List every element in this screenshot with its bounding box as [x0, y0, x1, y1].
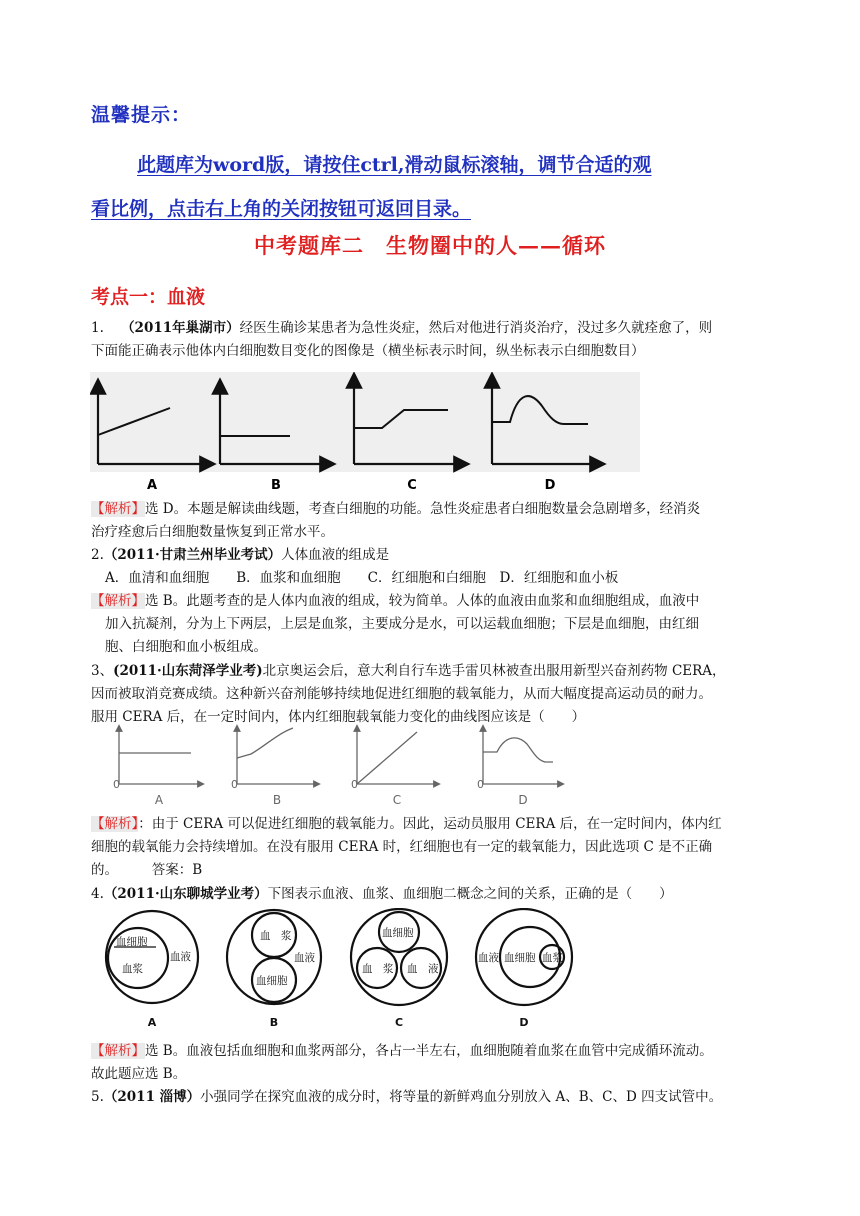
q4-a-label-blood: 血液	[170, 951, 191, 963]
tip-body	[91, 143, 791, 231]
q4-a-label-cell: 血细胞	[116, 936, 148, 948]
q4-option-b: B	[269, 1016, 279, 1029]
q4-d-label-blood: 血液	[478, 952, 499, 964]
tip-line-2: 看比例，点击右上角的关闭按钮可返回目录。	[91, 198, 472, 220]
q3-axis-origin-d: 0	[477, 778, 484, 791]
q4-option-d: D	[519, 1016, 529, 1029]
q3-option-graphs	[105, 722, 575, 814]
q4-stem: 4.（2011·山东聊城学业考）下图表示血液、血浆、血细胞二概念之间的关系，正确的是（ ）	[91, 886, 673, 902]
q4-c-label-plasma: 血 浆	[362, 963, 394, 975]
q1-analysis-line-1: 【解析】选 D。本题是解读曲线题，考查白细胞的功能。急性炎症患者白细胞数量会急剧增多，经消炎	[91, 501, 701, 517]
q3-analysis-line-1: 【解析】：由于 CERA 可以促进红细胞的载氧能力。因此，运动员服用 CERA 后，在一定时间内，体内红	[91, 816, 722, 832]
q4-option-diagrams	[102, 908, 592, 1034]
q3-option-a: A	[154, 793, 164, 807]
q1-option-c: C	[407, 478, 417, 493]
q3-axis-origin-c: 0	[351, 778, 358, 791]
q4-option-c: C	[394, 1016, 404, 1029]
q2-choices: A．血清和血细胞 B．血浆和血细胞 C．红细胞和白细胞 D．红细胞和血小板	[105, 570, 619, 586]
q1-option-b: B	[271, 478, 281, 493]
q1-line-1: 1. （2011年巢湖市）经医生确诊某患者为急性炎症，然后对他进行消炎治疗，没过多久就痊愈了，则	[91, 320, 713, 336]
q1-analysis-line-2: 治疗痊愈后白细胞数量恢复到正常水平。	[91, 524, 334, 540]
q3-option-d: D	[518, 793, 528, 807]
q2-analysis-line-2: 加入抗凝剂，分为上下两层，上层是血浆，主要成分是水，可以运载血细胞；下层是血细胞，由红细	[105, 616, 699, 632]
q1-option-graphs	[90, 372, 650, 494]
q4-c-label-blood: 血 液	[407, 963, 439, 975]
q3-axis-origin-b: 0	[231, 778, 238, 791]
q2-analysis-line-1: 【解析】选 B。此题考查的是人体内血液的组成，较为简单。人体的血液由血浆和血细胞组成，血液中	[91, 593, 700, 609]
q3-option-b: B	[272, 793, 282, 807]
q1-option-d: D	[544, 478, 556, 493]
section-title: 考点一：血液	[91, 286, 206, 308]
q4-b-label-cell: 血细胞	[256, 975, 288, 987]
q4-d-label-plasma: 血浆	[542, 952, 563, 964]
q4-a-label-plasma: 血浆	[122, 963, 143, 975]
q4-c-label-cell: 血细胞	[382, 927, 414, 939]
q2-stem: 2.（2011·甘肃兰州毕业考试）人体血液的组成是	[91, 547, 390, 563]
q3-line-2: 因而被取消竞赛成绩。这种新兴奋剂能够持续地促进红细胞的载氧能力，从而大幅度提高运动员的耐力。	[91, 686, 712, 702]
q4-d-label-cell: 血细胞	[504, 952, 536, 964]
q4-b-label-plasma: 血 浆	[260, 930, 292, 942]
page-title: 中考题库二 生物圈中的人——循环	[254, 233, 606, 258]
q3-analysis-line-3: 的。 答案：B	[91, 862, 203, 878]
q3-analysis-line-2: 细胞的载氧能力会持续增加。在没有服用 CERA 时，红细胞也有一定的载氧能力，因此选项 C 是不正确	[91, 839, 713, 855]
q5-stem: 5.（2011 淄博）小强同学在探究血液的成分时，将等量的新鲜鸡血分别放入 A、B、C、D 四支试管中。	[91, 1089, 723, 1105]
q1-option-a: A	[146, 478, 158, 493]
q2-analysis-line-3: 胞、白细胞和血小板组成。	[105, 639, 267, 655]
q1-line-2: 下面能正确表示他体内白细胞数目变化的图像是（横坐标表示时间，纵坐标表示白细胞数目）	[91, 343, 645, 359]
q3-line-1: 3、(2011·山东菏泽学业考)北京奥运会后，意大利自行车选手雷贝林被查出服用新型兴奋剂药物 CERA，	[91, 663, 726, 679]
tip-title: 温馨提示：	[91, 104, 192, 126]
q4-analysis-line-1: 【解析】选 B。血液包括血细胞和血浆两部分，各占一半左右，血细胞随着血浆在血管中完成循环流动。	[91, 1043, 713, 1059]
q4-option-a: A	[147, 1016, 157, 1029]
q3-option-c: C	[392, 793, 402, 807]
q3-line-3: 服用 CERA 后，在一定时间内，体内红细胞载氧能力变化的曲线图应该是（ ）	[91, 709, 586, 725]
q3-axis-origin-a: 0	[113, 778, 120, 791]
q4-analysis-line-2: 故此题应选 B。	[91, 1066, 187, 1082]
tip-line-1: 此题库为word版，请按住ctrl,滑动鼠标滚轴，调节合适的观	[137, 154, 652, 176]
q4-b-label-blood: 血液	[294, 952, 315, 964]
